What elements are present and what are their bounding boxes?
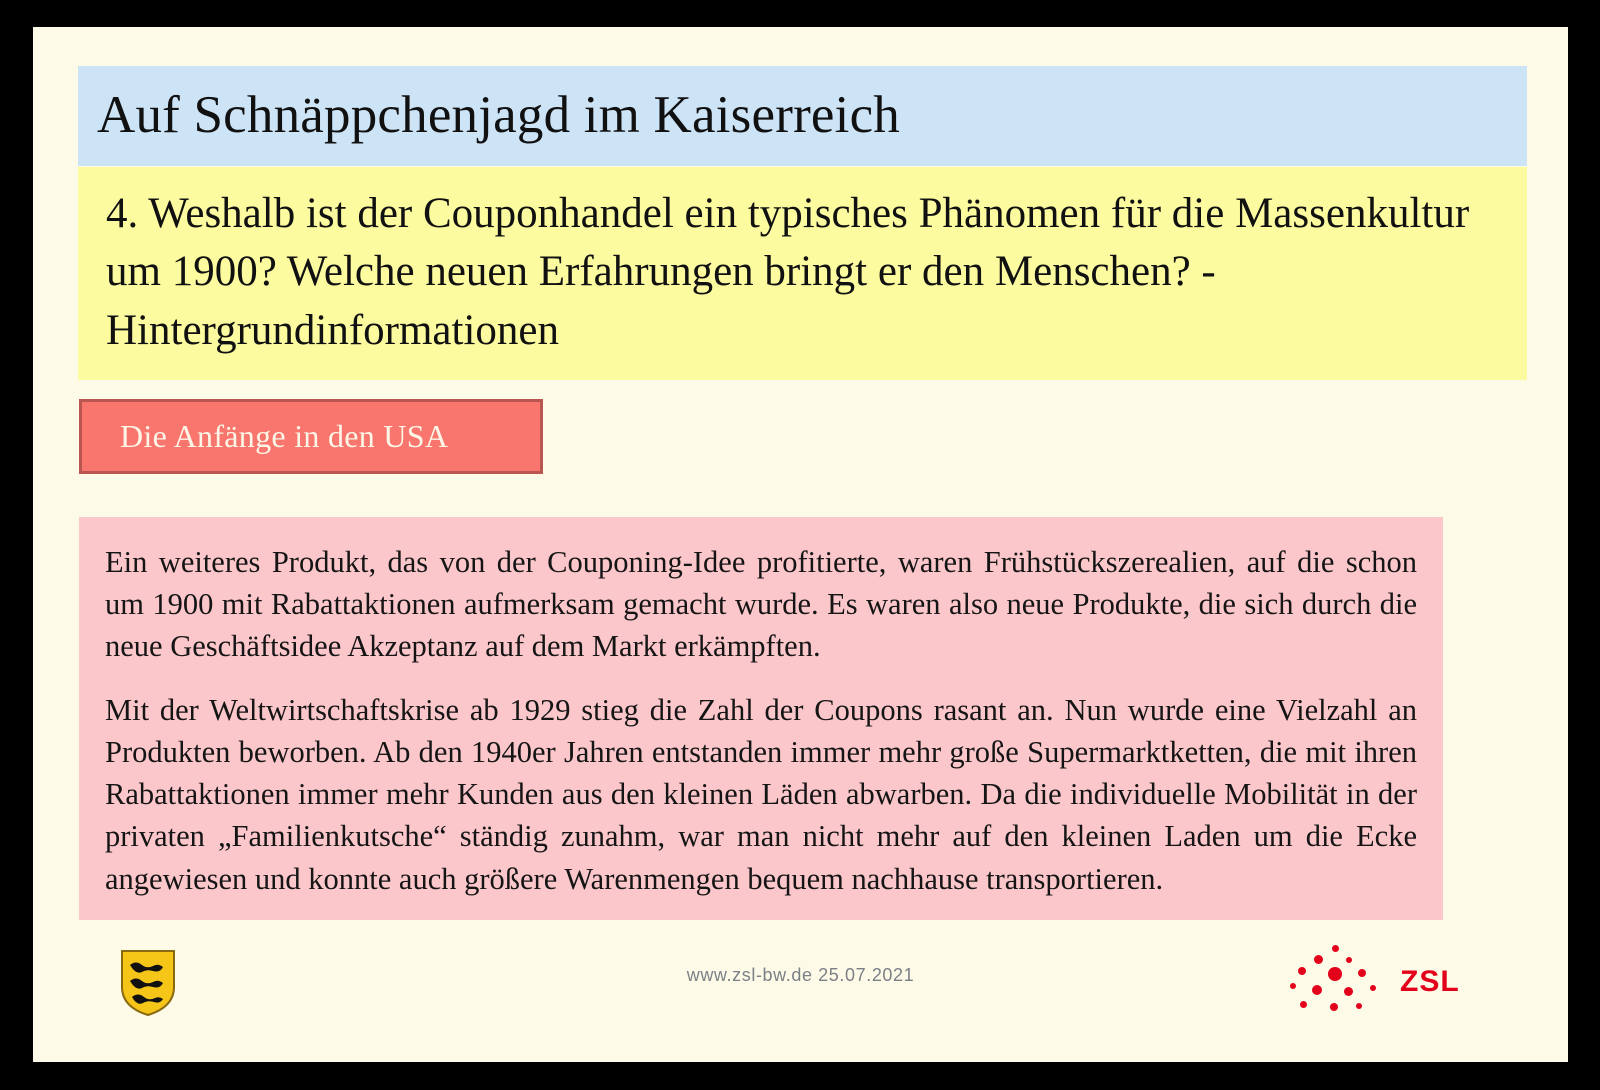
question-text: 4. Weshalb ist der Couponhandel ein typisches Phänomen für die Massenkultur um 1900? Welche neuen Erfahrungen bringt er den Menschen? - Hintergrundinformationen [106, 190, 1470, 354]
footer-credit: www.zsl-bw.de 25.07.2021 [686, 965, 915, 985]
slide-title-bar [78, 66, 1527, 166]
page-title: Auf Schnäppchenjagd im Kaiserreich [97, 86, 900, 145]
zsl-dot-pattern-icon [1288, 945, 1392, 1017]
body-text-panel [79, 517, 1443, 920]
zsl-logo [1288, 945, 1478, 1017]
body-paragraph-2: Mit der Weltwirtschaftskrise ab 1929 stieg die Zahl der Coupons rasant an. Nun wurde eine Vielzahl an Produkten beworben. Ab den 1940er Jahren entstanden immer mehr große Supermarktketten, die mit ihren Rabattaktionen immer mehr Kunden aus den kleinen Läden abwarben. Da die individuelle Mobilität in der privaten „Familienkutsche“ ständig zunahm, war man nicht mehr auf den kleinen Laden um die Ecke angewiesen und konnte auch größere Warenmengen bequem nachhause transportieren. [105, 693, 1417, 896]
section-label-chip [79, 399, 543, 474]
slide-canvas [33, 27, 1568, 1062]
baden-wuerttemberg-coat-of-arms-icon [118, 947, 178, 1017]
body-paragraph-1: Ein weiteres Produkt, das von der Couponing-Idee profitierte, waren Frühstückszerealien, auf die schon um 1900 mit Rabattaktionen aufmerksam gemacht wurde. Es waren also neue Produkte, die sich durch die neue Geschäftsidee Akzeptanz auf dem Markt erkämpften. [105, 545, 1417, 664]
question-block [78, 167, 1527, 380]
zsl-wordmark: ZSL [1400, 965, 1460, 998]
section-label-text: Die Anfänge in den USA [120, 418, 449, 454]
